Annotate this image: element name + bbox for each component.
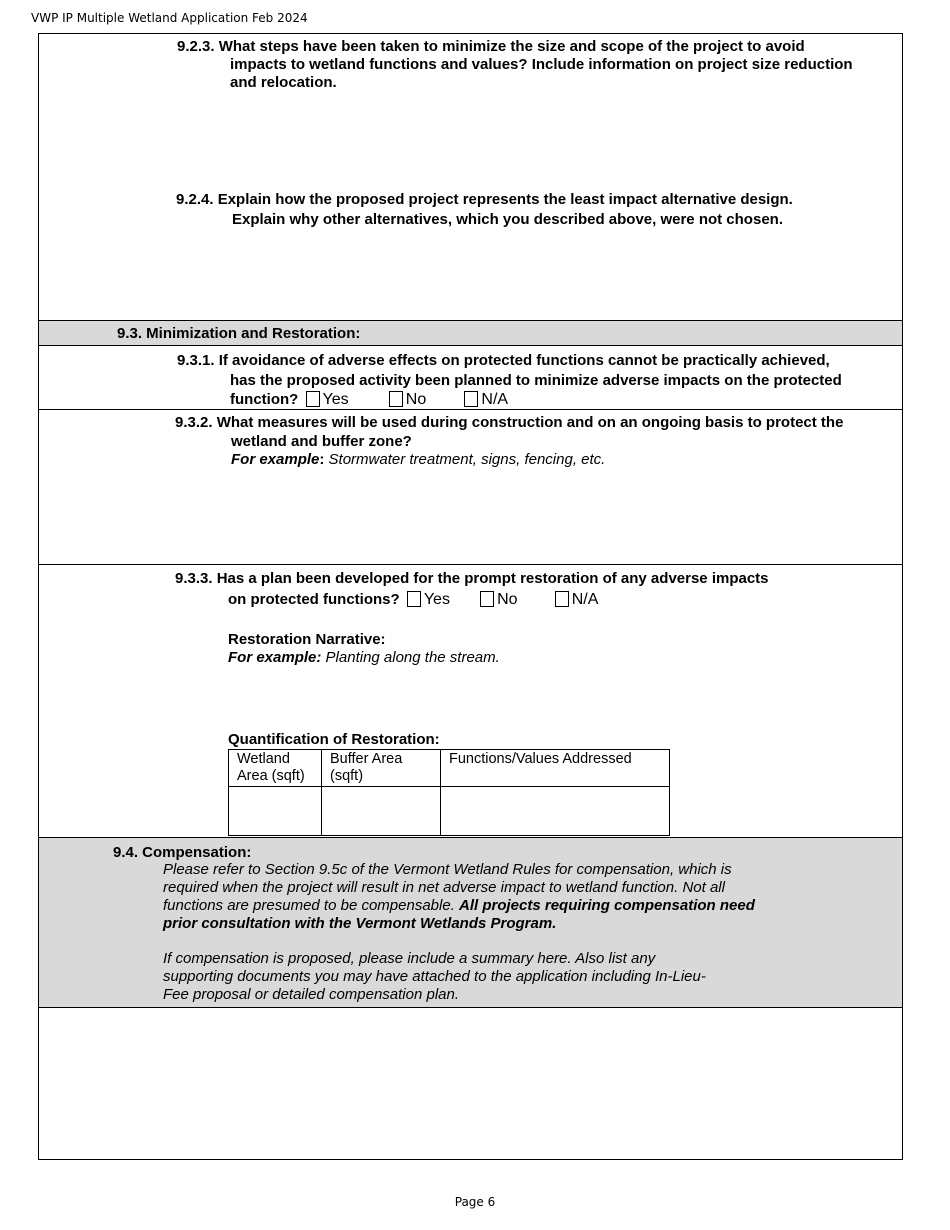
checkbox-9-3-1-na[interactable] — [464, 391, 478, 407]
restoration-narrative-label: Restoration Narrative: — [228, 631, 386, 648]
checkbox-9-3-3-yes[interactable] — [407, 591, 421, 607]
restoration-example: For example: Planting along the stream. — [228, 649, 500, 666]
checkbox-9-3-3-na[interactable] — [555, 591, 569, 607]
question-9-2-3: 9.2.3. What steps have been taken to minimize the size and scope of the project to avoid impacts to wetland functions and values? Include information on project size reduction and relocation. — [177, 38, 853, 91]
label-no: No — [405, 391, 427, 408]
question-9-3-1: 9.3.1. If avoidance of adverse effects on protected functions cannot be practically achieved, has the proposed activity been planned to minimize adverse impacts on the protected function? Yes No N/A — [177, 352, 842, 408]
divider — [38, 409, 903, 410]
checkbox-9-3-1-no[interactable] — [389, 391, 403, 407]
section-9-4-title: 9.4. Compensation: — [113, 844, 252, 861]
restoration-table — [228, 749, 670, 836]
label-yes: Yes — [423, 591, 450, 608]
divider — [38, 1007, 903, 1008]
page-number: Page 6 — [454, 1195, 496, 1209]
table-row — [229, 787, 670, 836]
document-header: VWP IP Multiple Wetland Application Feb 2024 — [31, 11, 308, 25]
divider — [38, 320, 903, 321]
compensation-summary-field[interactable] — [40, 1009, 900, 1158]
restoration-narrative-field[interactable] — [228, 670, 898, 728]
section-9-3-title: 9.3. Minimization and Restoration: — [117, 325, 361, 342]
label-no: No — [497, 591, 518, 608]
col-wetland-area: Wetland Area (sqft) — [229, 750, 322, 787]
quantification-label: Quantification of Restoration: — [228, 731, 440, 748]
answer-area-9-2-4[interactable] — [40, 232, 900, 318]
checkbox-9-3-1-yes[interactable] — [306, 391, 320, 407]
label-yes: Yes — [322, 391, 349, 408]
cell-buffer-area-input[interactable] — [322, 787, 441, 836]
cell-functions-input[interactable] — [441, 787, 670, 836]
col-buffer-area: Buffer Area (sqft) — [322, 750, 441, 787]
divider — [38, 564, 903, 565]
checkbox-9-3-3-no[interactable] — [480, 591, 494, 607]
label-na: N/A — [571, 591, 599, 608]
question-9-2-4: 9.2.4. Explain how the proposed project represents the least impact alternative design. Explain why other alternatives, which you described above, were not chosen. — [176, 191, 793, 228]
question-9-3-3: 9.3.3. Has a plan been developed for the prompt restoration of any adverse impacts on protected functions? Yes No N/A — [175, 570, 769, 608]
question-9-3-2: 9.3.2. What measures will be used during construction and on an ongoing basis to protect the wetland and buffer zone? For example: Stormwater treatment, signs, fencing, etc. — [175, 414, 844, 468]
compensation-instructions: Please refer to Section 9.5c of the Vermont Wetland Rules for compensation, which is required when the project will result in net adverse impact to wetland function. Not all functions are presumed to be compensable. All projects requiring compensation need prior consultation with the Vermont Wetlands Program. If compensation is proposed, please include a summary here. Also list any supporting documents you may have attached to the application including In-Lieu- Fee proposal or detailed compensation plan. — [163, 861, 755, 1003]
answer-area-9-3-2[interactable] — [40, 472, 900, 562]
col-functions-values: Functions/Values Addressed — [441, 750, 670, 787]
divider — [38, 345, 903, 346]
answer-area-9-2-3[interactable] — [40, 95, 900, 185]
divider — [38, 837, 903, 838]
label-na: N/A — [481, 391, 509, 408]
table-header-row — [229, 750, 670, 787]
cell-wetland-area-input[interactable] — [229, 787, 322, 836]
